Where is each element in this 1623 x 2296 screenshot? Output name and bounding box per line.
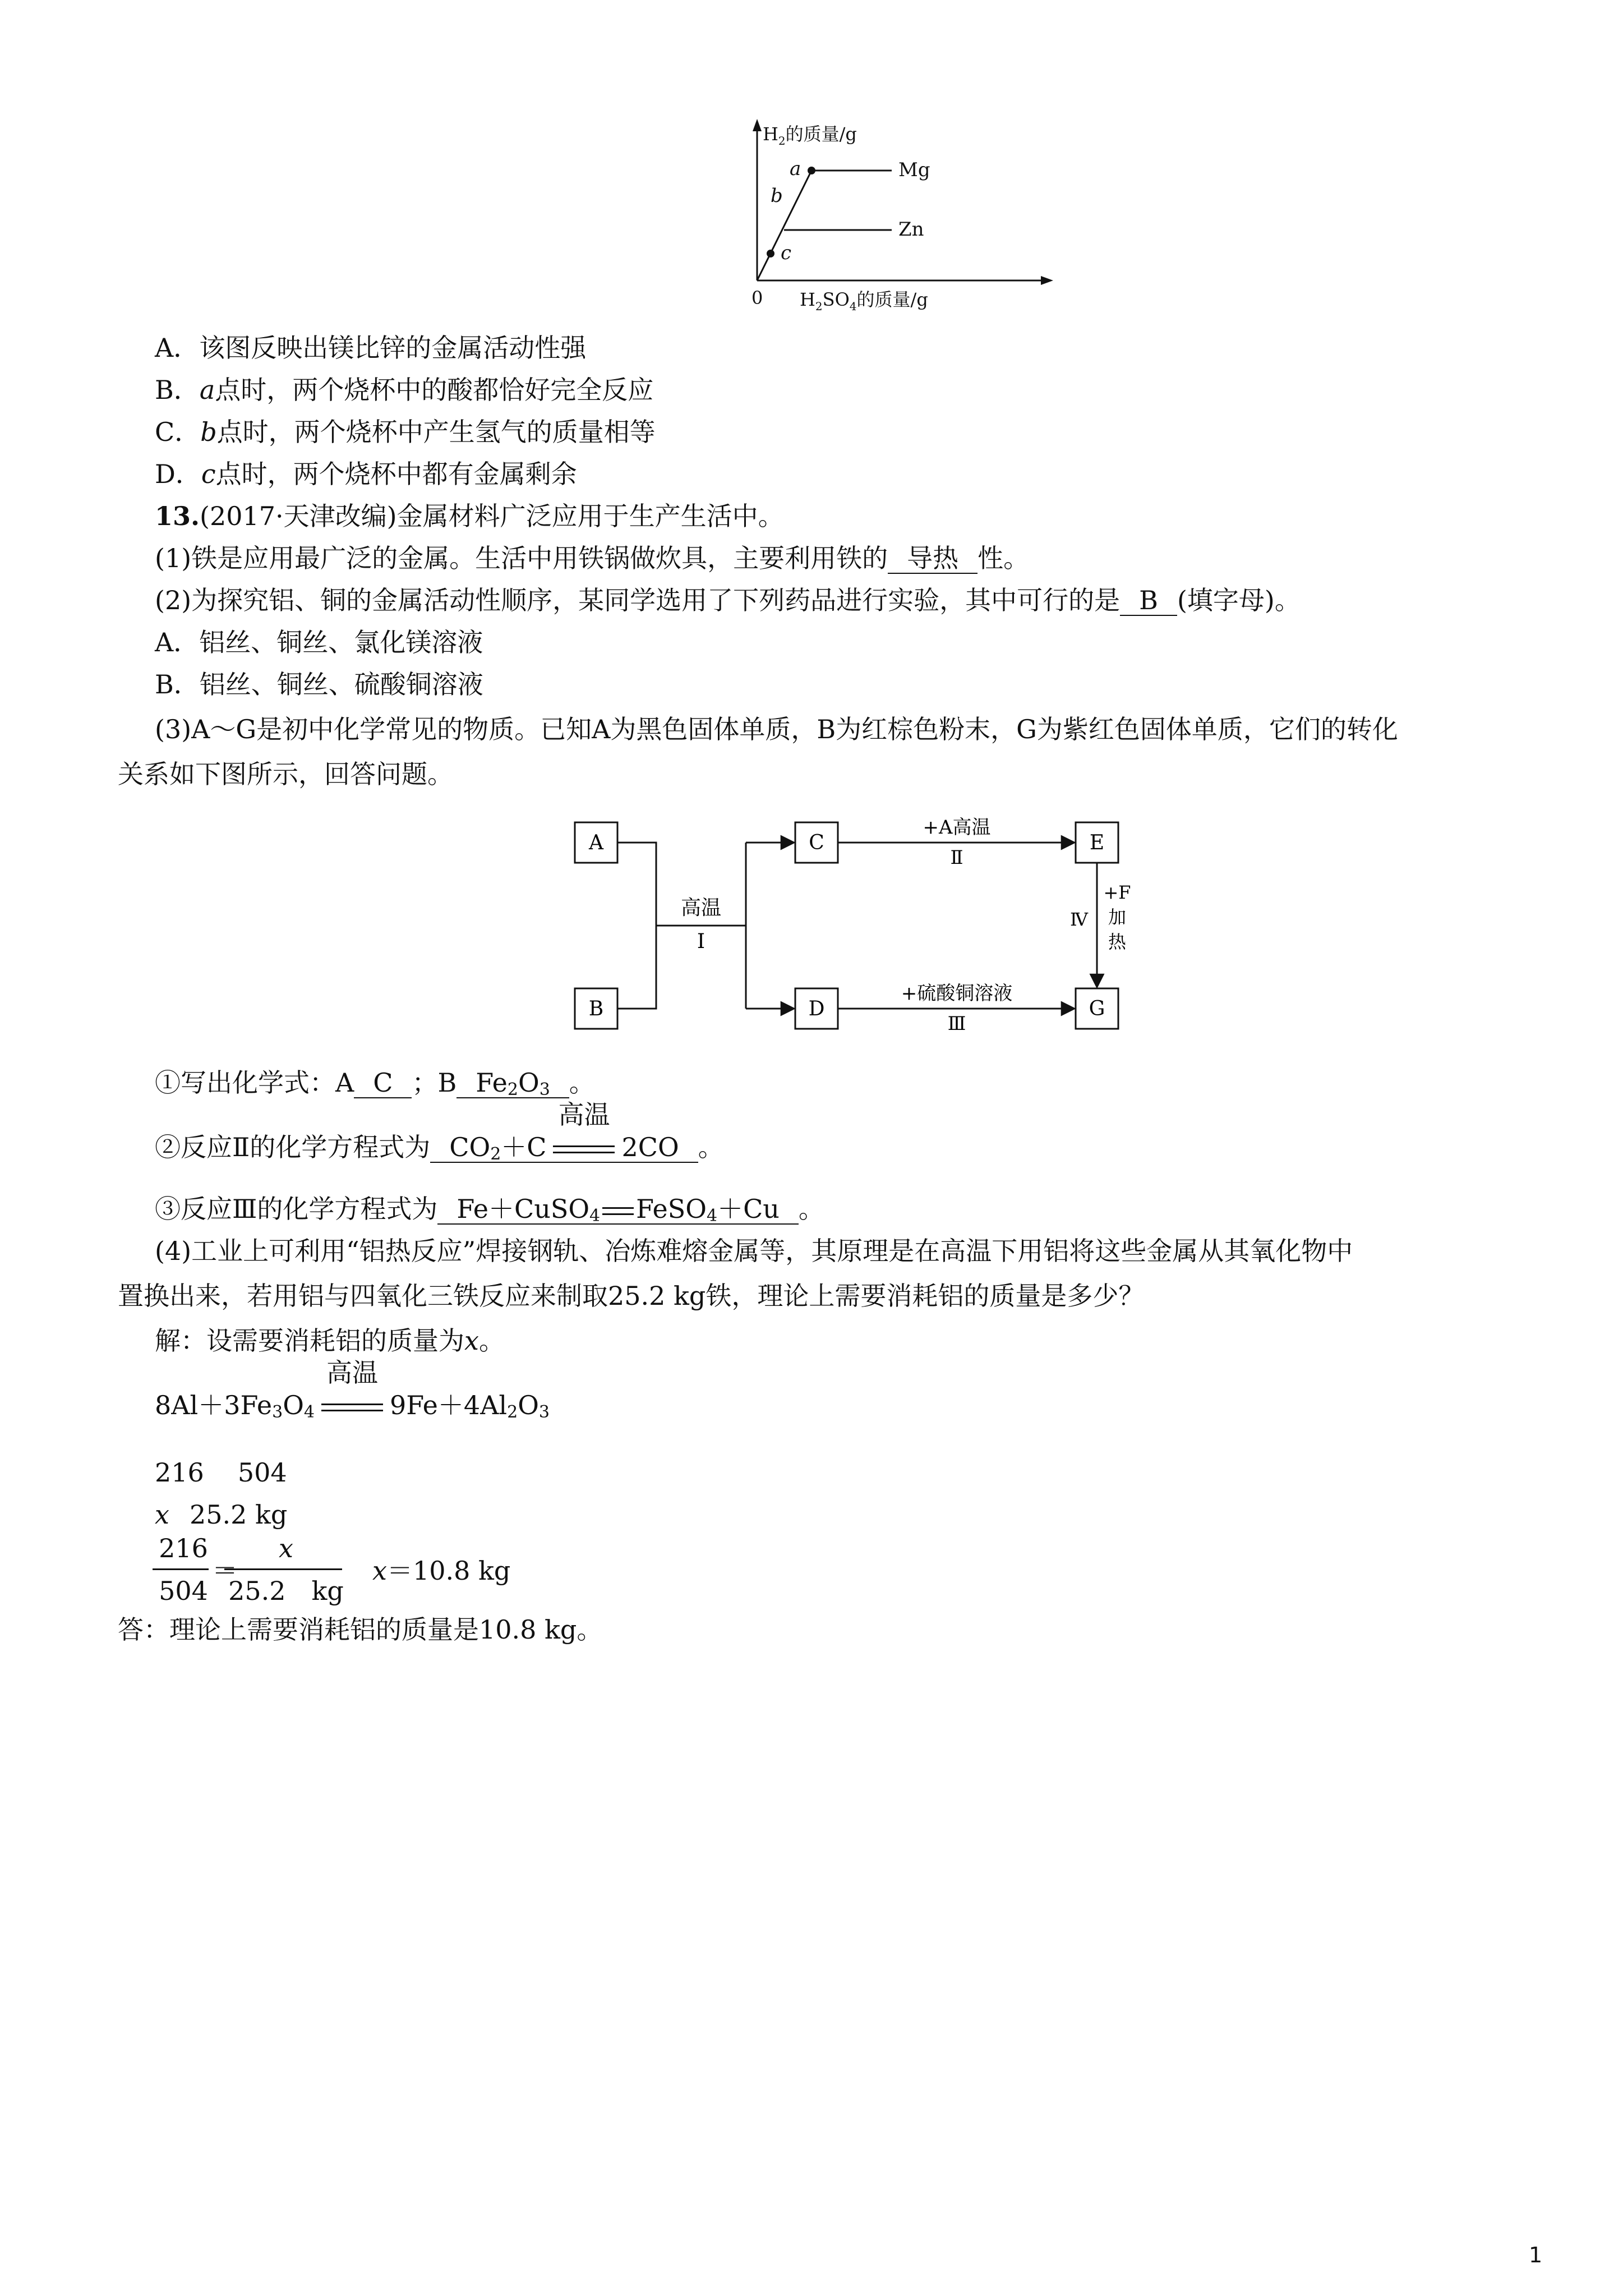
answer-blank-2: B (1120, 586, 1177, 616)
result: x＝10.8 kg (372, 1556, 511, 1586)
cond4-r3: 热 (1108, 931, 1127, 953)
cond2-bottom: Ⅱ (950, 846, 963, 869)
cond2-top: +A高温 (923, 816, 991, 839)
answer-blank-1: 导热 (888, 544, 978, 574)
mass-graph (729, 112, 1234, 314)
box-d-label: D (808, 997, 825, 1020)
box-g-label: G (1089, 997, 1105, 1020)
page-number: 1 (1529, 2243, 1543, 2267)
q13-part3-line2: 关系如下图所示，回答问题。 (118, 759, 453, 789)
q13-part2-option-b: B．铝丝、铜丝、硫酸铜溶液 (155, 669, 483, 700)
point-a-label: a (790, 158, 801, 180)
fraction-2: x 25.2 kg (224, 1531, 348, 1610)
box-e-label: E (1089, 831, 1105, 854)
x-axis-label: $H_2SO_4$的质量/g (800, 289, 928, 313)
cond4-r2: 加 (1108, 907, 1127, 928)
option-a: A．该图反映出镁比锌的金属活动性强 (155, 333, 587, 363)
connector-ab (617, 843, 656, 1009)
cond3-top: +硫酸铜溶液 (901, 982, 1013, 1005)
cond4-label: Ⅳ (1070, 909, 1088, 930)
answer-2-blank: $CO_2+C$ 高温 2CO (430, 1133, 698, 1163)
option-c: C．b点时，两个烧杯中产生氢气的质量相等 (155, 417, 656, 447)
p4-line1: (4)工业上可利用“铝热反应”焊接钢轨、冶炼难熔金属等，其原理是在高温下用铝将这些金属从其氧化物中 (155, 1236, 1353, 1266)
answer-3: ③反应Ⅲ的化学方程式为 Fe＋CuSO$_4$ FeSO$_4$＋Cu 。 (155, 1194, 824, 1226)
reaction-condition-2: 高温 (553, 1133, 615, 1162)
point-b-label: b (771, 185, 783, 207)
p4-line2: 置换出来，若用铝与四氧化三铁反应来制取25.2 kg铁，理论上需要消耗铝的质量是多少？ (118, 1281, 1145, 1311)
box-a-label: A (589, 831, 603, 854)
y-axis-arrow (753, 119, 762, 131)
point-a-dot (808, 167, 815, 174)
q13-heading: 13.(2017·天津改编)金属材料广泛应用于生产生活中。 (155, 501, 784, 531)
q13-part2: (2)为探究铝、铜的金属活动性顺序，某同学选用了下列药品进行实验，其中可行的是 B (填字母)。 (155, 585, 1301, 615)
x-axis-arrow (1041, 276, 1053, 285)
cond1-top: 高温 (680, 896, 722, 919)
answer-3-blank: Fe＋CuSO$_4$ FeSO$_4$＋Cu (437, 1194, 799, 1225)
molar-masses: 216 504 (155, 1457, 287, 1488)
box-b-label: B (588, 997, 604, 1020)
reaction-condition-4: 高温 (321, 1388, 383, 1422)
q13-part2-option-a: A．铝丝、铜丝、氯化镁溶液 (155, 627, 483, 657)
answer-2: ②反应Ⅱ的化学方程式为 $CO_2+C$ 高温 2CO 。 (155, 1099, 724, 1164)
point-c-label: c (781, 242, 792, 264)
box-c-label: C (809, 831, 824, 854)
fraction-1: 216 504 (153, 1531, 214, 1610)
option-b: B．a点时，两个烧杯中的酸都恰好完全反应 (155, 375, 654, 405)
answer-a-blank: C (354, 1068, 412, 1098)
answer-1: ①写出化学式：A C ；B $Fe_2O_3$ 。 (155, 1068, 595, 1099)
cond3-bottom: Ⅲ (947, 1013, 966, 1035)
series-mg-label: Mg (898, 159, 930, 181)
option-d: D．c点时，两个烧杯中都有金属剩余 (155, 459, 577, 489)
answer-b-blank: $Fe_2O_3$ (457, 1068, 569, 1098)
equals-sign: ＝ (212, 1556, 238, 1586)
origin-label: 0 (751, 287, 763, 309)
q13-part1: (1)铁是应用最广泛的金属。生活中用铁锅做炊具，主要利用铁的 导热 性。 (155, 543, 1030, 573)
y-axis-label: $H_2$的质量/g (763, 123, 857, 148)
final-answer: 答：理论上需要消耗铝的质量是10.8 kg。 (118, 1614, 603, 1645)
cond4-r1: +F (1103, 882, 1131, 903)
cond1-bottom: I (697, 930, 706, 953)
point-c-dot (767, 250, 774, 257)
series-zn-label: Zn (898, 218, 924, 241)
q13-part3-line1: (3)A～G是初中化学常见的物质。已知A为黑色固体单质，B为红棕色粉末，G为紫红色固体单质，它们的转化 (155, 714, 1398, 744)
masses: x 25.2 kg (155, 1499, 288, 1530)
solution-intro: 解：设需要消耗铝的质量为x。 (155, 1326, 505, 1356)
thermite-equation: $8Al+3Fe_3O_4$ 高温 $9Fe+4Al_2O_3$ (155, 1358, 550, 1422)
flow-diagram (572, 808, 1166, 1043)
